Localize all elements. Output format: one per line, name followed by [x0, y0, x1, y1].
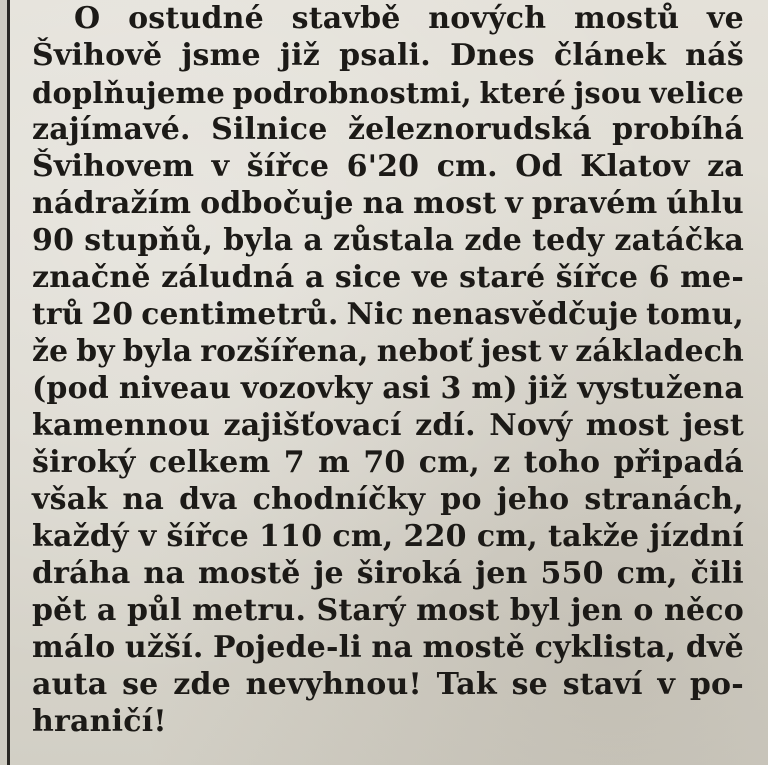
article-word: náš	[685, 38, 744, 73]
article-word: však	[32, 482, 108, 517]
article-word: mostě	[422, 630, 526, 665]
article-word: 220	[403, 519, 467, 554]
article-word: se	[511, 667, 548, 702]
article-word: zůstala	[333, 223, 455, 258]
article-word: 6'20	[346, 149, 420, 184]
article-word: jsou	[573, 76, 642, 110]
article-word: zajímavé.	[32, 112, 191, 147]
article-word: O	[74, 1, 101, 36]
article-word: Švihově	[32, 38, 163, 73]
article-word: sice	[334, 260, 402, 295]
article-word: široký	[32, 445, 136, 480]
article-line-4	[32, 113, 744, 147]
article-word: něco	[663, 593, 744, 628]
article-word: zajišťovací	[223, 408, 402, 443]
article-word: zde	[464, 223, 523, 258]
article-word: nových	[428, 1, 547, 36]
article-word: 110	[259, 519, 323, 554]
article-word: byl	[509, 593, 561, 628]
article-word: nevyhnou!	[245, 667, 422, 702]
article-word: na	[122, 482, 165, 517]
article-word: v	[505, 186, 523, 221]
article-word: most	[413, 186, 497, 221]
article-word: m	[318, 445, 351, 480]
article-word: čili	[690, 556, 744, 591]
article-word: hraničí!	[32, 704, 167, 739]
article-word: tomu,	[646, 297, 744, 332]
article-word: šířce	[246, 149, 330, 184]
article-word: staré	[459, 260, 546, 295]
article-line-5	[32, 150, 744, 184]
article-word: jest	[682, 408, 744, 443]
article-word: auta	[32, 667, 108, 702]
article-word: Starý	[316, 593, 406, 628]
article-word: rozšířena,	[200, 334, 369, 369]
article-word: šířce	[555, 260, 639, 295]
article-word: cm.	[436, 149, 498, 184]
article-word: na	[362, 186, 405, 221]
article-word: odbočuje	[200, 186, 354, 221]
article-line-18	[32, 631, 744, 665]
article-word: Švihovem	[32, 149, 195, 184]
article-word: psali.	[339, 38, 431, 73]
article-word: neboť	[376, 334, 473, 369]
article-word: málo	[32, 630, 116, 665]
article-line-1	[74, 2, 744, 36]
article-word: po-	[689, 667, 744, 702]
article-word: v	[138, 519, 157, 554]
article-word: ve	[707, 1, 744, 36]
article-word: ve	[411, 260, 449, 295]
article-word: a	[303, 223, 323, 258]
article-word: dva	[179, 482, 238, 517]
article-line-10	[32, 335, 744, 369]
article-word: most	[416, 593, 500, 628]
article-word: (pod	[32, 371, 109, 406]
article-word: již	[280, 38, 320, 73]
article-word: v	[657, 667, 676, 702]
article-word: Nic	[346, 297, 404, 332]
article-word: záludná	[161, 260, 295, 295]
article-word: že	[32, 334, 69, 369]
article-word: mostů	[573, 1, 680, 36]
article-line-12	[32, 409, 744, 443]
article-word: zatáčka	[614, 223, 744, 258]
article-word: vystužena	[577, 371, 744, 406]
article-word: 70	[363, 445, 406, 480]
article-word: dráha	[32, 556, 131, 591]
article-word: most	[585, 408, 670, 443]
article-word: jízdní	[649, 519, 744, 554]
article-word: půl	[126, 593, 182, 628]
article-word: Od	[515, 149, 563, 184]
article-word: po	[440, 482, 482, 517]
article-word: široká	[356, 556, 463, 591]
article-word: v	[211, 149, 230, 184]
article-line-11	[32, 372, 744, 406]
article-word: cm,	[418, 445, 480, 480]
article-word: jsme	[181, 38, 261, 73]
article-word: připadá	[613, 445, 744, 480]
article-word: staví	[562, 667, 643, 702]
article-word: pět	[32, 593, 87, 628]
article-line-16	[32, 557, 744, 591]
article-word: m)	[471, 371, 518, 406]
article-word: cm,	[476, 519, 538, 554]
article-word: byla	[223, 223, 294, 258]
article-word: je	[313, 556, 344, 591]
article-word: pravém	[531, 186, 658, 221]
article-word: o	[633, 593, 654, 628]
article-word: každý	[32, 519, 129, 554]
article-word: Nový	[489, 408, 573, 443]
article-word: a	[304, 260, 325, 295]
article-word: trů	[32, 297, 84, 332]
article-line-2	[32, 39, 744, 73]
article-word: 90	[32, 223, 75, 258]
article-word: stupňů,	[84, 223, 214, 258]
article-word: nenasvědčuje	[411, 297, 639, 332]
article-word: centimetrů.	[141, 297, 339, 332]
article-word: 550	[540, 556, 604, 591]
article-word: cm,	[332, 519, 394, 554]
article-word: stranách,	[584, 482, 744, 517]
article-word: toho	[523, 445, 601, 480]
article-word: jest	[480, 334, 542, 369]
article-word: Pojede-li	[213, 630, 362, 665]
article-word: jeho	[496, 482, 570, 517]
article-word: ostudné	[128, 1, 264, 36]
article-line-17	[32, 594, 744, 628]
article-word: železnorudská	[347, 112, 592, 147]
article-word: by	[76, 334, 115, 369]
article-word: asi	[382, 371, 431, 406]
article-word: Silnice	[211, 112, 328, 147]
article-word: které	[479, 76, 567, 110]
article-line-20	[32, 705, 167, 739]
column-rule	[7, 0, 10, 765]
article-word: tedy	[532, 223, 605, 258]
article-word: na	[143, 556, 186, 591]
article-word: 20	[91, 297, 134, 332]
article-word: cyklista,	[534, 630, 677, 665]
article-word: niveau	[118, 371, 232, 406]
article-word: celkem	[148, 445, 271, 480]
article-line-15	[32, 520, 744, 554]
article-word: užší.	[124, 630, 204, 665]
article-word: velice	[649, 76, 744, 110]
article-word: zde	[173, 667, 231, 702]
article-word: na	[371, 630, 413, 665]
article-line-13	[32, 446, 744, 480]
article-word: 7	[283, 445, 305, 480]
article-word: z	[493, 445, 511, 480]
article-line-19	[32, 668, 744, 702]
article-line-6	[32, 187, 744, 221]
article-word: dvě	[685, 630, 744, 665]
article-word: se	[122, 667, 159, 702]
article-line-14	[32, 483, 744, 517]
page-edge	[0, 0, 7, 765]
article-word: 6	[648, 260, 670, 295]
article-word: probíhá	[612, 112, 744, 147]
article-word: v	[549, 334, 568, 369]
article-word: Tak	[436, 667, 497, 702]
article-word: šířce	[166, 519, 249, 554]
article-word: zdí.	[415, 408, 476, 443]
article-word: již	[527, 371, 568, 406]
article-word: Klatov	[580, 149, 690, 184]
article-word: kamennou	[32, 408, 211, 443]
article-word: podrobnostmi,	[232, 76, 472, 110]
article-word: cm,	[616, 556, 678, 591]
article-word: takže	[548, 519, 640, 554]
article-word: článek	[553, 38, 666, 73]
article-word: me-	[680, 260, 744, 295]
article-word: 3	[440, 371, 462, 406]
article-word: stavbě	[291, 1, 401, 36]
article-word: značně	[32, 260, 151, 295]
article-word: mostě	[197, 556, 301, 591]
article-word: doplňujeme	[32, 76, 225, 110]
article-word: chodníčky	[252, 482, 426, 517]
article-word: a	[96, 593, 117, 628]
article-word: Dnes	[450, 38, 535, 73]
article-word: základech	[575, 334, 744, 369]
article-word: jen	[570, 593, 623, 628]
article-word: úhlu	[666, 186, 744, 221]
article-word: za	[707, 149, 744, 184]
article-word: byla	[122, 334, 193, 369]
article-line-9	[32, 298, 744, 332]
article-word: nádražím	[32, 186, 192, 221]
article-word: jen	[475, 556, 528, 591]
article-word: metru.	[192, 593, 307, 628]
article-line-8	[32, 261, 744, 295]
article-word: vozovky	[240, 371, 373, 406]
article-line-3	[32, 76, 744, 110]
article-line-7	[32, 224, 744, 258]
